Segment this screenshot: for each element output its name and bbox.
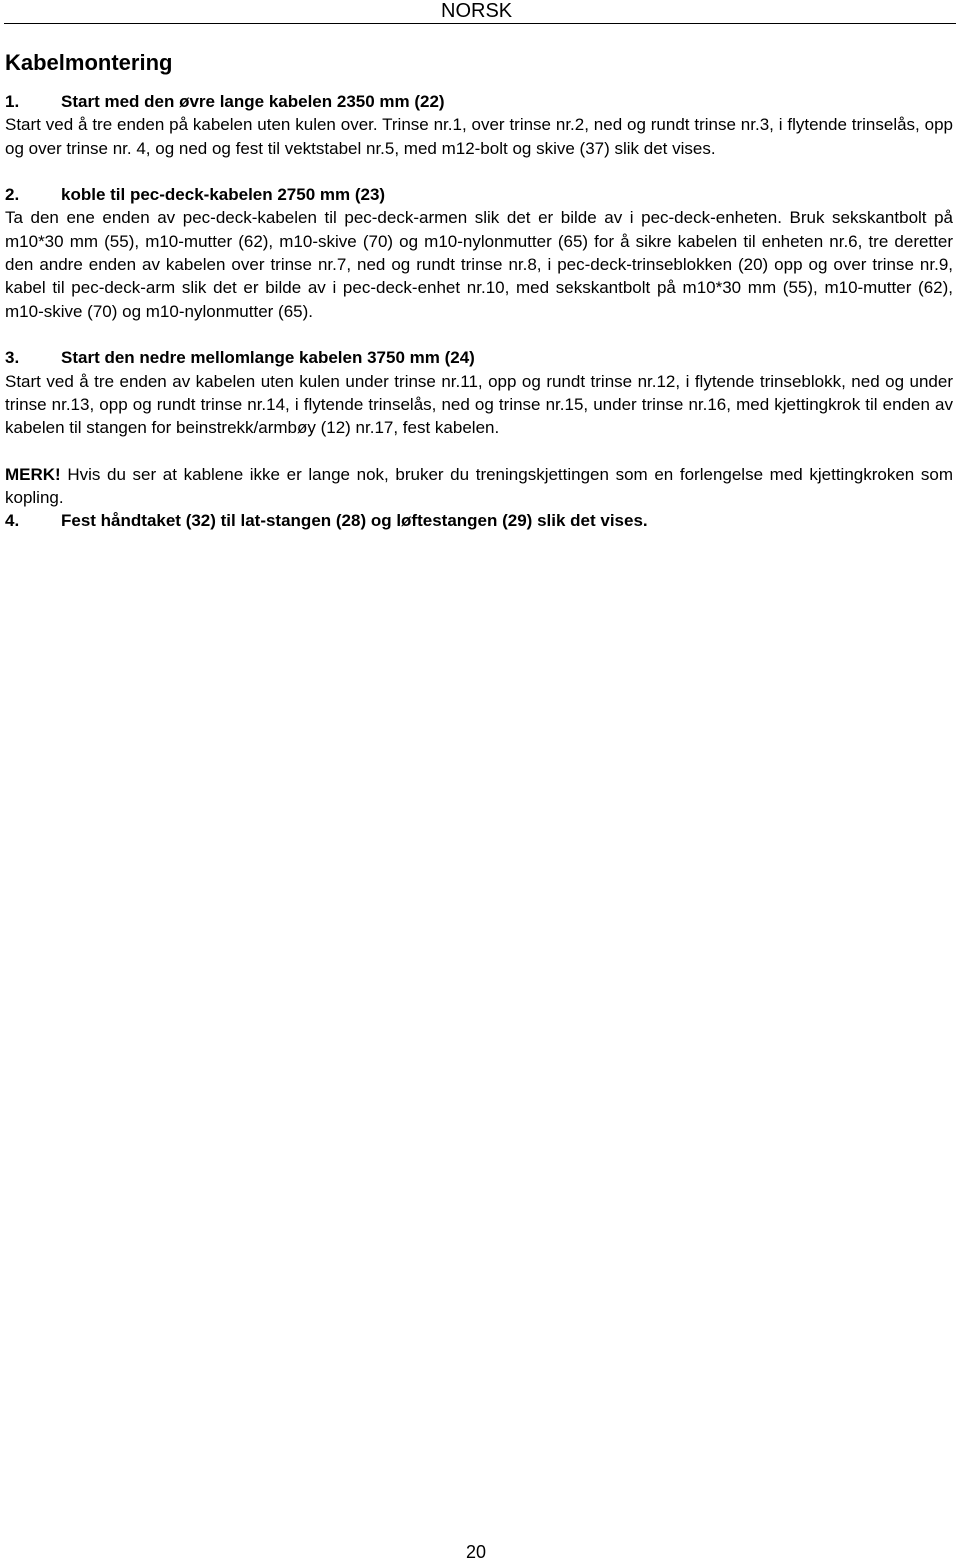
step-4-heading-text: Fest håndtaket (32) til lat-stangen (28) og løftestangen (29) slik det vises. [61,511,648,531]
header-divider [4,23,956,24]
step-1-heading [5,90,953,113]
step-4-number: 4. [5,511,20,531]
spacer [5,323,953,346]
step-2 [5,183,953,323]
step-2-body: Ta den ene enden av pec-deck-kabelen til pec-deck-armen slik det er bilde av i pec-deck-enheten. Bruk sekskantbolt på m10*30 mm (55), m10-mutter (62), m10-skive (70) og m10-nylonmutter (65) for å sikre kabelen til enheten nr.6, tre deretter den andre enden av kabelen over trinse nr.7, ned og rundt trinse nr.8, i pec-deck-trinseblokken (20) opp og over trinse nr.9, kabel til pec-deck-arm slik det er bilde av i pec-deck-enhet nr.10, med sekskantbolt på m10*30 mm (55), m10-mutter (62), m10-skive (70) og m10-nylonmutter (65). [5,208,953,321]
document-body [5,90,953,533]
spacer [5,160,953,183]
page-number: 20 [466,1542,487,1562]
page-title: Kabelmontering [5,50,173,75]
step-2-number: 2. [5,185,20,205]
step-2-heading [5,183,953,206]
step-3-heading-text: Start den nedre mellomlange kabelen 3750 mm (24) [61,348,475,368]
step-1-body: Start ved å tre enden på kabelen uten kulen over. Trinse nr.1, over trinse nr.2, ned og rundt trinse nr.3, i flytende trinselås, opp og over trinse nr. 4, og ned og fest til vektstabel nr.5, med m12-bolt og skive (37) slik det vises. [5,115,953,158]
header-language-label: NORSK [441,0,513,22]
spacer [5,439,953,462]
step-1-heading-text: Start med den øvre lange kabelen 2350 mm (22) [61,92,445,111]
note-text: Hvis du ser at kablene ikke er lange nok, bruker du treningskjettingen som en forlengelse med kjettingkroken som kopling. [5,464,953,508]
step-3 [5,346,953,439]
step-1 [5,90,953,160]
note-label: MERK! [5,464,61,484]
step-3-heading [5,346,953,369]
note-paragraph [5,463,953,510]
step-4 [5,509,953,532]
step-3-body: Start ved å tre enden av kabelen uten kulen under trinse nr.11, opp og rundt trinse nr.12, i flytende trinseblokk, ned og under trinse nr.13, opp og rundt trinse nr.14, i flytende trinselås, ned og trinse nr.15, under trinse nr.16, med kjettingkrok til enden av kabelen til stangen for beinstrekk/armbøy (12) nr.17, fest kabelen. [5,371,953,438]
step-3-number: 3. [5,348,20,368]
step-4-heading [5,509,953,532]
step-2-heading-text: koble til pec-deck-kabelen 2750 mm (23) [61,185,386,205]
step-1-number: 1. [5,92,20,111]
